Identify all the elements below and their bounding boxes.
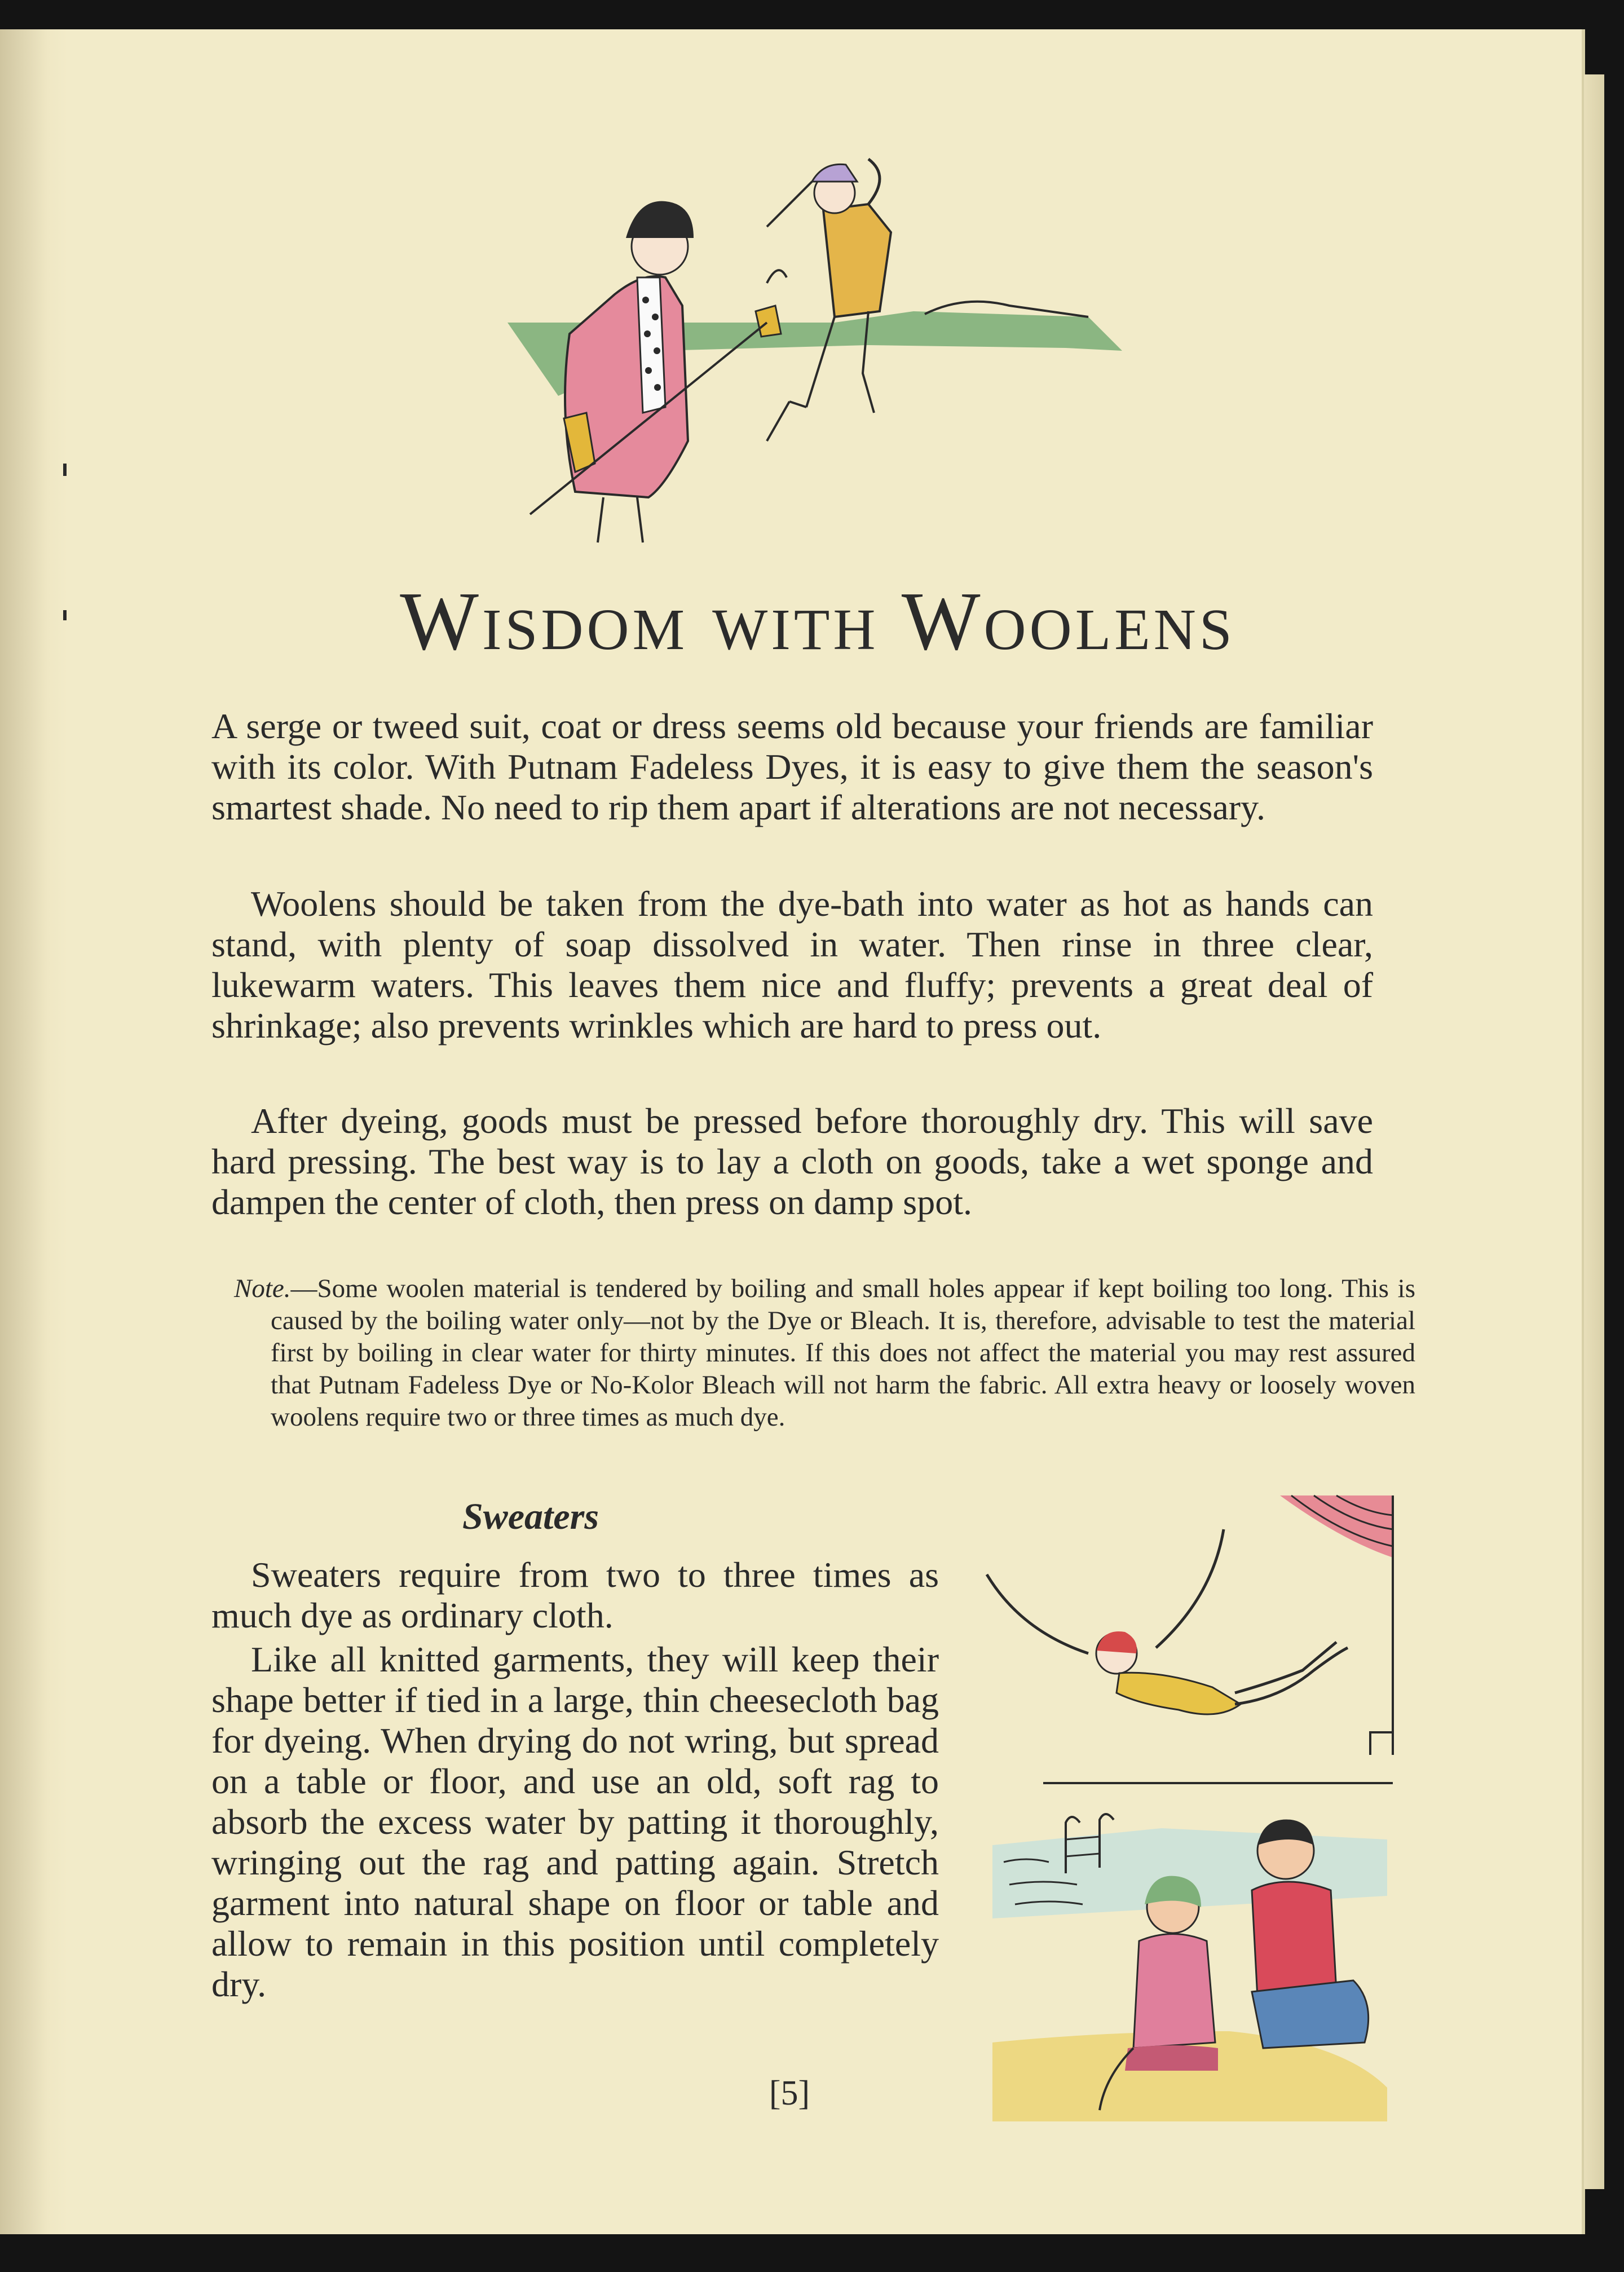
diver-illustration <box>976 1484 1404 1800</box>
page-gutter <box>0 29 68 2234</box>
page-number: [5] <box>769 2074 810 2112</box>
section-heading: Sweaters <box>462 1496 599 1537</box>
body-paragraph: Woolens should be taken from the dye-bath into water as hot as hands can stand, with plenty of soap dissolved in water. Then rinse in three clear, lukewarm waters. This leaves them nice and fluffy; prevents a great deal of shrinkage; also prevents wrinkles which are hard to press out. <box>211 884 1373 1045</box>
intro-paragraph: A serge or tweed suit, coat or dress seems old because your friends are familiar with its color. With Putnam Fadeless Dyes, it is easy to give them the season's smartest shade. No need to rip them apart if alterations are not necessary. <box>211 706 1373 827</box>
body-paragraph: After dyeing, goods must be pressed before thoroughly dry. This will save hard pressing. The best way is to lay a cloth on goods, take a wet sponge and dampen the center of cloth, then press on damp spot. <box>211 1101 1373 1222</box>
page-edge <box>1584 74 1604 2189</box>
sweaters-paragraph: Like all knitted garments, they will keep their shape better if tied in a large, thin cheesecloth bag for dyeing. When drying do not wring, but spread on a table or floor, and use an old, soft rag to absorb the excess water by patting it thoroughly, wringing out the rag and patting again. Stretch garment into natural shape on floor or table and allow to remain in this position until completely dry. <box>211 1639 939 2004</box>
note-text: —Some woolen material is tendered by boiling and small holes appear if kept boiling too long. This is caused by the boiling water only—not by the Dye or Bleach. It is, therefore, advisable to test the material first by boiling in clear water for thirty minutes. If this does not affect the material you may rest assured that Putnam Fadeless Dye or No-Kolor Bleach will not harm the fabric. All extra heavy or loosely woven woolens require two or three times as much dye. <box>271 1274 1415 1432</box>
page-title: Wisdom with Woolens <box>400 575 1235 668</box>
booklet-page <box>0 29 1585 2234</box>
golfers-illustration <box>474 148 1150 554</box>
note-paragraph <box>234 1273 1415 1433</box>
note-label: Note. <box>234 1274 291 1303</box>
binding-mark <box>63 610 67 620</box>
poolside-couple-illustration <box>992 1806 1398 2121</box>
sweaters-paragraph: Sweaters require from two to three times as much dye as ordinary cloth. <box>211 1555 939 1635</box>
binding-mark <box>63 464 67 476</box>
